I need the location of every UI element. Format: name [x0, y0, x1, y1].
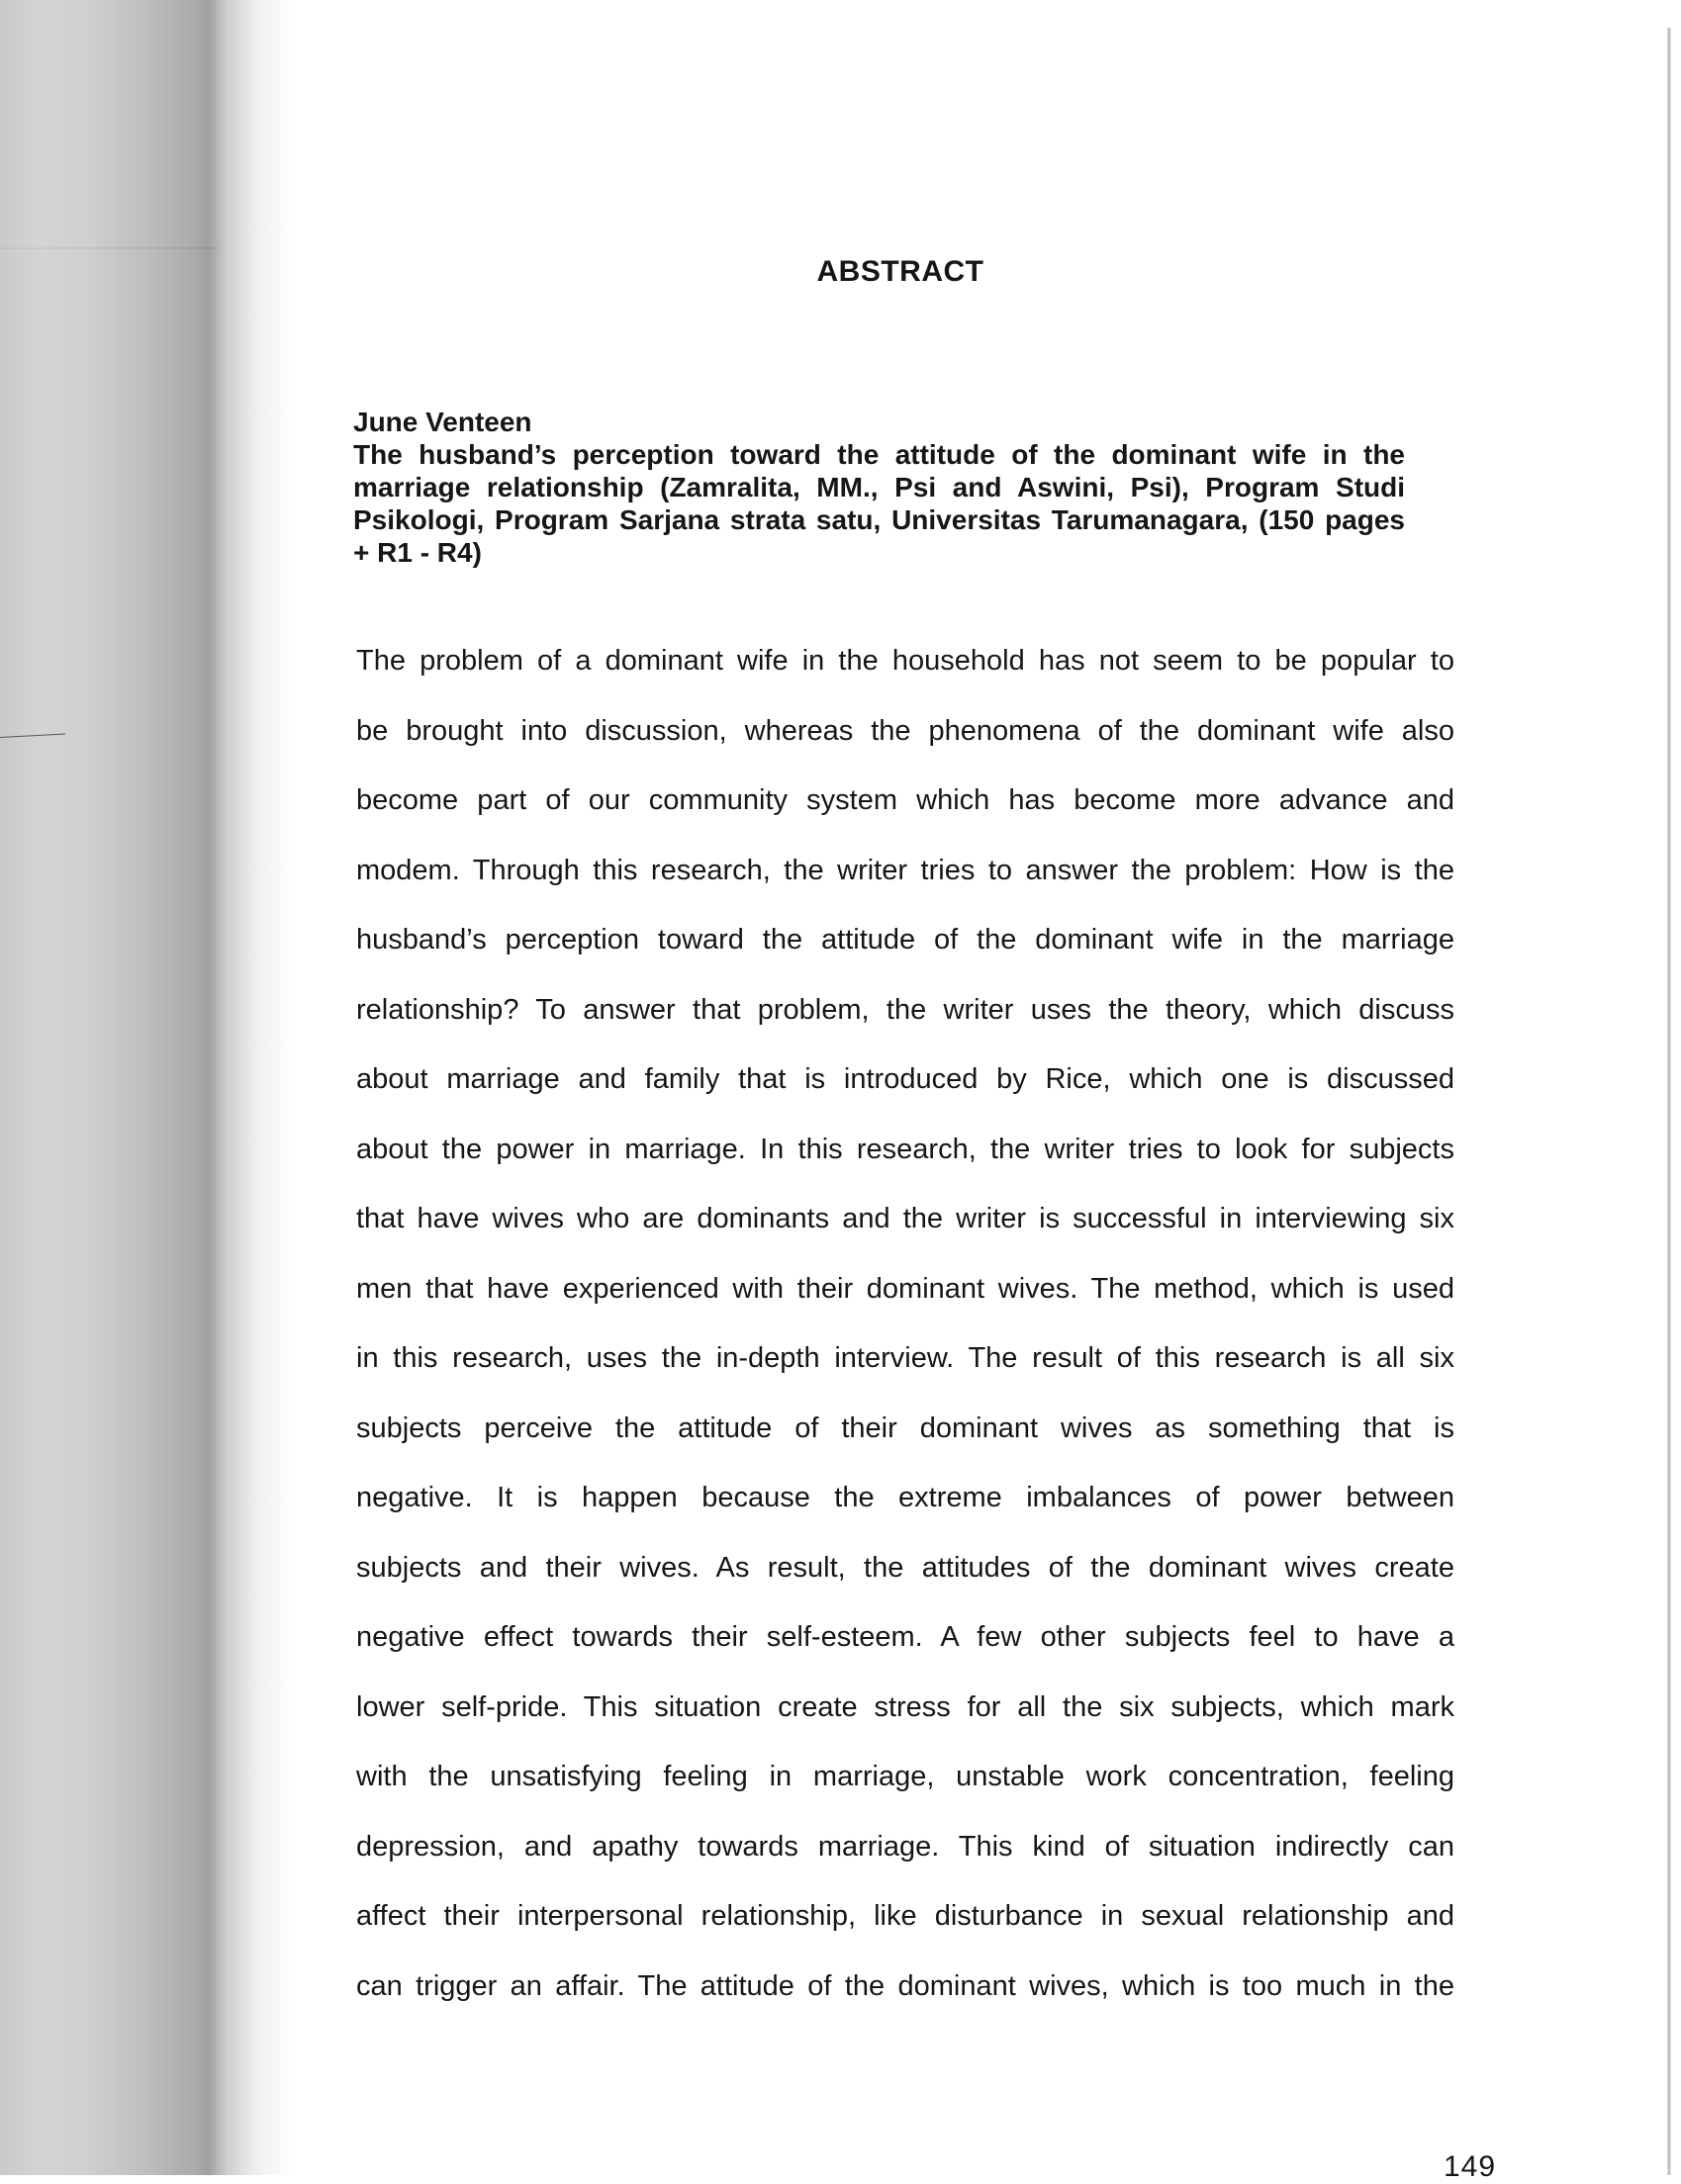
- body-line: men that have experienced with their dominant wives. The method, which is used: [356, 1272, 1454, 1305]
- abstract-header: [353, 406, 1405, 569]
- body-line: that have wives who are dominants and the writer is successful in interviewing six: [356, 1203, 1454, 1234]
- body-line: negative effect towards their self-esteem. A few other subjects feel to have a: [356, 1621, 1454, 1653]
- scan-fold-line: [0, 247, 218, 249]
- abstract-body: [356, 641, 1454, 2036]
- body-line: be brought into discussion, whereas the phenomena of the dominant wife also: [356, 714, 1454, 747]
- body-line: about marriage and family that is introduced by Rice, which one is discussed: [356, 1063, 1454, 1095]
- body-line: affect their interpersonal relationship, like disturbance in sexual relationship and: [356, 1900, 1454, 1932]
- body-line: negative. It is happen because the extreme imbalances of power between: [356, 1482, 1454, 1513]
- author-name: June Venteen: [353, 407, 532, 437]
- body-line: with the unsatisfying feeling in marriage, unstable work concentration, feeling: [356, 1761, 1454, 1792]
- body-line: in this research, uses the in-depth interview. The result of this research is all six: [356, 1342, 1454, 1374]
- scan-gutter-shadow: [0, 0, 297, 2175]
- page-right-edge: [1667, 28, 1671, 2175]
- page-title: ABSTRACT: [816, 255, 984, 288]
- body-line: relationship? To answer that problem, the writer uses the theory, which discuss: [356, 993, 1454, 1026]
- body-line: subjects and their wives. As result, the attitudes of the dominant wives create: [356, 1551, 1454, 1584]
- body-line: lower self-pride. This situation create stress for all the six subjects, which mark: [356, 1690, 1454, 1723]
- page-number: 149: [1444, 2150, 1497, 2183]
- body-line: The problem of a dominant wife in the household has not seem to be popular to: [356, 645, 1454, 677]
- body-line: become part of our community system which has become more advance and: [356, 784, 1454, 816]
- body-line: modem. Through this research, the writer tries to answer the problem: How is the: [356, 854, 1454, 886]
- thesis-citation: The husband’s perception toward the attitude of the dominant wife in the marriage relationship (Zamralita, MM., Psi and Aswini, Psi), Program Studi Psikologi, Program Sarjana strata satu, Universitas Tarumanagara, (150 pages + R1 - R4): [353, 439, 1405, 568]
- body-line: subjects perceive the attitude of their dominant wives as something that is: [356, 1411, 1454, 1444]
- body-line: can trigger an affair. The attitude of the dominant wives, which is too much in the: [356, 1969, 1454, 2002]
- body-line: about the power in marriage. In this research, the writer tries to look for subjects: [356, 1133, 1454, 1165]
- body-line: husband’s perception toward the attitude of the dominant wife in the marriage: [356, 924, 1454, 956]
- body-line: depression, and apathy towards marriage. This kind of situation indirectly can: [356, 1830, 1454, 1863]
